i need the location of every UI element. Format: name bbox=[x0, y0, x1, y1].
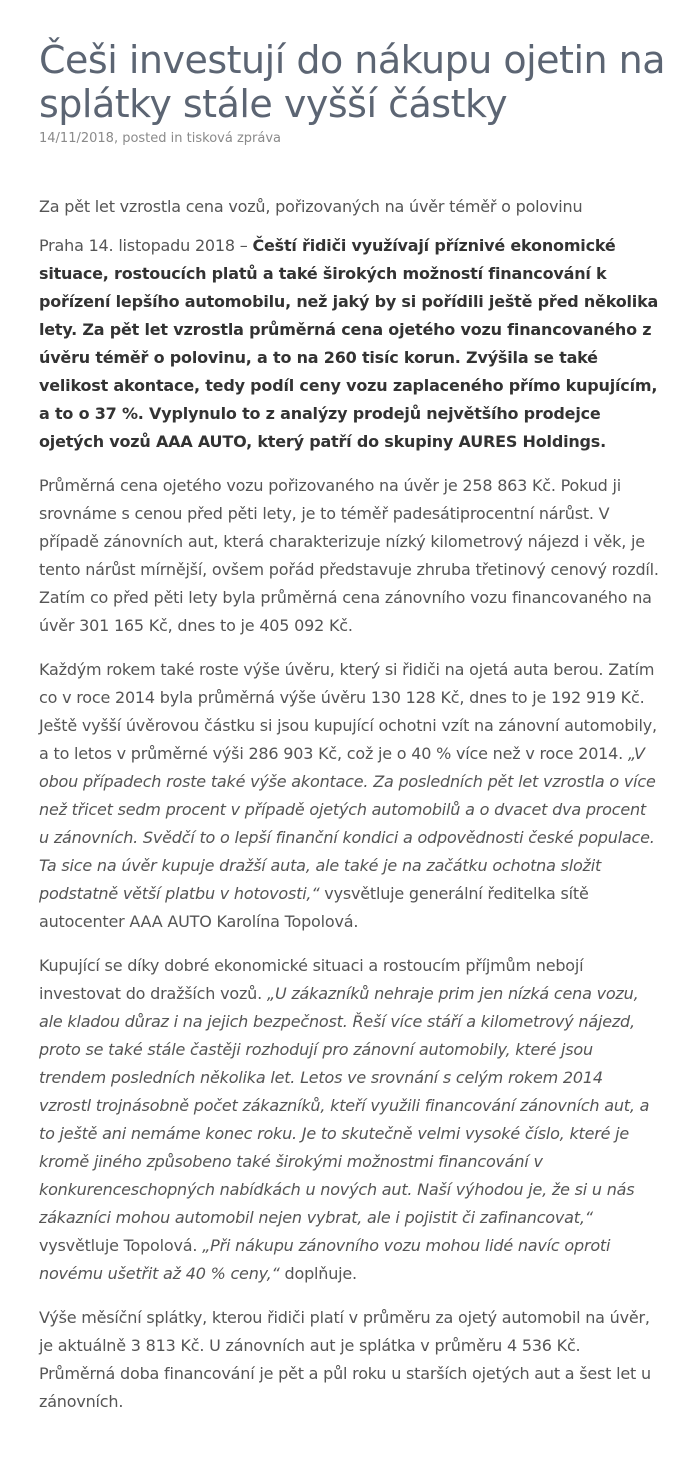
summary-bold: Čeští řidiči využívají příznivé ekonomické situace, rostoucích platů a také širokých možností financování k pořízení lepšího automobilu, než jaký by si pořídili ještě před několika lety. Za pět let vzrostla průměrná cena ojetého vozu financovaného z úvěru téměř o polovinu, a to na 260 tisíc korun. Zvýšila se také velikost akontace, tedy podíl ceny vozu zaplaceného přímo kupujícím, a to o 37 %. Vyplynulo to z analýzy prodejů největšího prodejce ojetých vozů AAA AUTO, který patří do skupiny AURES Holdings. bbox=[39, 236, 659, 451]
quote-3: „Při nákupu zánovního vozu mohou lidé navíc oproti novému ušetřit až 40 % ceny,“ bbox=[39, 1236, 611, 1283]
paragraph-1 bbox=[39, 232, 659, 456]
paragraph-4 bbox=[39, 952, 659, 1288]
paragraph-5: Výše měsíční splátky, kterou řidiči platí v průměru za ojetý automobil na úvěr, je aktuálně 3 813 Kč. U zánovních aut je splátka v průměru 4 536 Kč. Průměrná doba financování je pět a půl roku u starších ojetých aut a šest let u zánovních. bbox=[39, 1308, 651, 1411]
category-link[interactable]: tisková zpráva bbox=[186, 131, 281, 146]
paragraph-4-attribution: vysvětluje Topolová. bbox=[39, 1236, 203, 1255]
dateline: Praha 14. listopadu 2018 – bbox=[39, 236, 253, 255]
paragraph-3 bbox=[39, 656, 659, 936]
post-meta bbox=[39, 130, 674, 148]
paragraph-4-ending: doplňuje. bbox=[279, 1264, 357, 1283]
paragraph-3-text: Každým rokem také roste výše úvěru, který si řidiči na ojetá auta berou. Zatím co v roce 2014 byla průměrná výše úvěru 130 128 Kč, dnes to je 192 919 Kč. Ještě vyšší úvěrovou částku si jsou kupující ochotni vzít na zánovní automobily, a to letos v průměrné výši 286 903 Kč, což je o 40 % více než v roce 2014. bbox=[39, 660, 657, 763]
article-title: Češi investují do nákupu ojetin na splátky stále vyšší částky bbox=[39, 38, 666, 126]
lead-paragraph: Za pět let vzrostla cena vozů, pořizovaných na úvěr téměř o polovinu bbox=[39, 197, 583, 216]
paragraph-2: Průměrná cena ojetého vozu pořizovaného na úvěr je 258 863 Kč. Pokud ji srovnáme s cenou před pěti lety, je to téměř padesátiprocentní nárůst. V případě zánovních aut, která charakterizuje nízký kilometrový nájezd i věk, je tento nárůst mírnější, ovšem pořád představuje zhruba třetinový cenový rozdíl. Zatím co před pěti lety byla průměrná cena zánovního vozu financovaného na úvěr 301 165 Kč, dnes to je 405 092 Kč. bbox=[39, 476, 659, 635]
posted-in-text: , posted in bbox=[113, 131, 187, 146]
post-date: 14/11/2018 bbox=[39, 131, 114, 146]
quote-1: „V obou případech roste také výše akontace. Za posledních pět let vzrostla o více než třicet sedm procent v případě ojetých automobilů a o dvacet dva procent u zánovních. Svědčí to o lepší finanční kondici a odpovědnosti české populace. Ta sice na úvěr kupuje dražší auta, ale také je na začátku ochotna složit podstatně větší platbu v hotovosti,“ bbox=[39, 744, 656, 903]
quote-2: „U zákazníků nehraje prim jen nízká cena vozu, ale kladou důraz i na jejich bezpečnost. Řeší více stáří a kilometrový nájezd, proto se také stále častěji rozhodují pro zánovní automobily, které jsou trendem posledních několika let. Letos ve srovnání s celým rokem 2014 vzrostl trojnásobně počet zákazníků, kteří využili financování zánovních aut, a to ještě ani nemáme konec roku. Je to skutečně velmi vysoké číslo, které je kromě jiného způsobeno také širokými možnostmi financování v konkurenceschopných nabídkách u nových aut. Naší výhodou je, že si u nás zákazníci mohou automobil nejen vybrat, ale i pojistit či zafinancovat,“ bbox=[39, 984, 650, 1227]
paragraph-4-text: Kupující se díky dobré ekonomické situaci a rostoucím příjmům nebojí investovat do dražších vozů. bbox=[39, 956, 584, 1003]
paragraph-3-attribution: vysvětluje generální ředitelka sítě autocenter AAA AUTO Karolína Topolová. bbox=[39, 884, 589, 931]
